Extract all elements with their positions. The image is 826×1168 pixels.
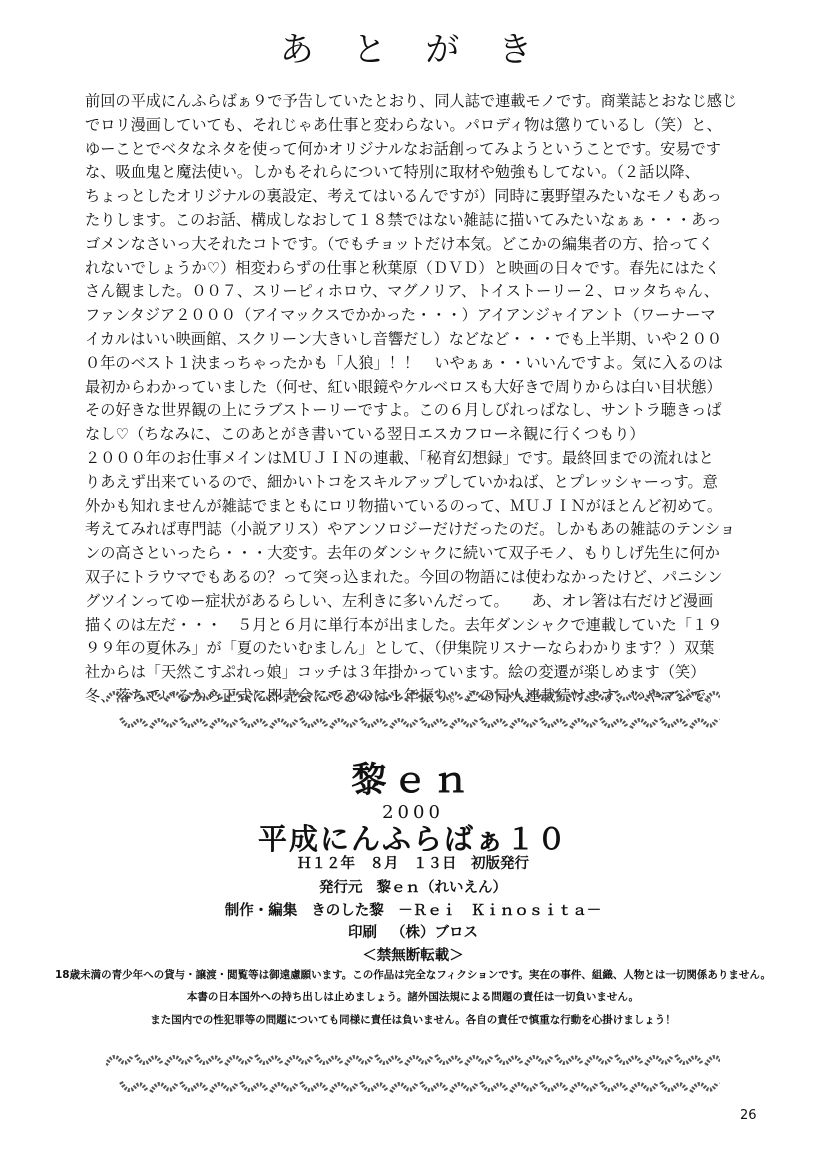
notice-line-2: 本書の日本国外への持ち出しは止めましょう。諸外国法規による問題の責任は一切負いません。 — [186, 991, 640, 1003]
publisher-value: 黎ｅｎ（れいえん） — [376, 880, 507, 896]
ornament-swirl — [121, 718, 147, 727]
ornament-swirl — [316, 691, 342, 700]
credit-row — [0, 899, 826, 920]
ornament-swirl — [496, 691, 522, 700]
body-line: 冬、落ちているから正式に即売会にでるのは１年振り。この同人連載続けます、いやマジで。 — [85, 686, 722, 705]
ornament-swirl — [541, 1082, 567, 1091]
ornament-swirl — [271, 719, 297, 728]
ornament-swirl — [706, 1056, 720, 1065]
page-title: あ と が き — [279, 30, 547, 70]
ornament-swirl — [106, 1056, 132, 1065]
body-line: 考えてみれば専門誌（小説アリス）やアンソロジーだけだったのだ。しかもあの雑誌のテンショ — [85, 520, 736, 539]
body-line: りあえず出来ているので、細かいトコをスキルアップしていかねば、とプレッシャーっす。意 — [85, 472, 718, 491]
body-line: なし♡（ちなみに、このあとがき書いている翌日エスカフローネ観に行くつもり） — [85, 425, 645, 444]
body-line: ０年のベスト１決まっちゃったかも「人狼」！！ いやぁぁ・・いいんですよ。気に入るのは — [85, 353, 723, 372]
body-line: 最初からわかっていました（何せ、紅い眼鏡やケルベロスも大好きで周りからは白い目状態） — [85, 377, 722, 396]
notice-line-3: また国内での性犯罪等の問題についても同様に責任は負いません。各自の責任で慎重な行動を心掛けましょう！ — [150, 1014, 676, 1026]
credit-label: 制作・編集 — [224, 903, 298, 919]
ornament-swirl — [151, 1083, 177, 1092]
printer-value: （株）ブロス — [391, 925, 478, 941]
body-line: ２０００年のお仕事メインはＭＵＪＩＮの連載、「秘育幻想録」です。最終回までの流れはと — [85, 448, 714, 467]
ornament-swirl — [466, 692, 492, 701]
ornament-pattern — [106, 1050, 720, 1070]
ornament-swirl — [631, 1083, 657, 1092]
body-line: グツインってゆー症状があるらしい、左利きに多いんだって。 あ、オレ箸は右だけど漫画 — [85, 591, 714, 610]
publication-date: Ｈ１２年 ８月 １３日 初版発行 — [297, 856, 529, 872]
ornament-swirl — [256, 691, 282, 700]
decorative-border-bottom-2 — [106, 1077, 720, 1097]
ornament-swirl — [586, 692, 612, 701]
ornament-swirl — [676, 691, 702, 700]
ornament-pattern — [106, 1077, 720, 1097]
credit-value: きのした黎 －Ｒｅｉ Ｋｉｎｏｓｉｔａ－ — [311, 903, 602, 919]
ornament-swirl — [271, 1083, 297, 1092]
body-line: 社からは「天然こすぷれっ娘」コッチは３年掛かっています。絵の変遷が楽しめます（笑） — [85, 663, 706, 682]
body-line: たりします。このお話、構成しなおして１８禁ではない雑誌に描いてみたいなぁぁ・・・あっ — [85, 210, 722, 229]
ornament-swirl — [556, 691, 582, 700]
ornament-swirl — [226, 692, 252, 701]
ornament-swirl — [511, 1083, 537, 1092]
ornament-swirl — [406, 692, 432, 701]
ornament-swirl — [436, 1055, 462, 1064]
ornament-swirl — [466, 1056, 492, 1065]
body-line: ンの高さといったら・・・大変す。去年のダンシャクに続いて双子モノ、もりしげ先生に何か — [85, 544, 720, 563]
printer-label: 印刷 — [348, 925, 377, 941]
body-line: でロリ漫画していても、それじゃあ仕事と変わらない。パロディ物は懲りているし（笑）と、 — [85, 115, 722, 134]
ornament-swirl — [391, 1083, 417, 1092]
ornament-swirl — [136, 1055, 162, 1064]
ornament-swirl — [601, 1082, 627, 1091]
ornament-swirl — [241, 718, 267, 727]
afterword-body — [85, 90, 755, 709]
ornament-swirl — [571, 719, 597, 728]
ornament-swirl — [631, 719, 657, 728]
ornament-swirl — [331, 1083, 357, 1092]
ornament-swirl — [286, 692, 312, 701]
ornament-swirl — [391, 719, 417, 728]
ornament-swirl — [286, 1056, 312, 1065]
ornament-swirl — [136, 691, 162, 700]
body-line: ファンタジア２０００（アイマックスでかかった・・・）アイアンジャイアント（ワーナーマ — [85, 306, 716, 325]
ornament-swirl — [316, 1055, 342, 1064]
ornament-swirl — [526, 692, 552, 701]
ornament-swirl — [376, 691, 402, 700]
year-label: 2000 — [382, 802, 444, 823]
ornament-pattern — [106, 713, 720, 733]
ornament-swirl — [121, 1082, 147, 1091]
ornament-swirl — [166, 692, 192, 701]
ornament-swirl — [301, 718, 327, 727]
ornament-swirl — [616, 1055, 642, 1064]
body-line: さん観ました。００７、スリーピィホロウ、マグノリア、トイストーリー２、ロッタちゃん、 — [85, 282, 719, 301]
publisher-row — [0, 876, 826, 897]
ornament-swirl — [256, 1055, 282, 1064]
ornament-swirl — [421, 1082, 447, 1091]
body-line: ちょっとしたオリジナルの裏設定、考えてはいるんですが）同時に裏野望みたいなモノもあっ — [85, 187, 722, 206]
ornament-swirl — [661, 718, 687, 727]
ornament-swirl — [691, 1083, 717, 1092]
ornament-swirl — [601, 718, 627, 727]
ornament-swirl — [331, 719, 357, 728]
body-line: ９９年の夏休み」が「夏のたいむましん」として、（伊集院リスナーならわかります？）双葉 — [85, 639, 715, 658]
book-title: 平成にんふらばぁ１０ — [257, 822, 568, 856]
decorative-border-top-1 — [106, 686, 720, 706]
body-line: 外かも知れませんが雑誌でまともにロリ物描いているのって、ＭＵＪＩＮがほとんど初めて。 — [85, 496, 723, 515]
ornament-swirl — [661, 1082, 687, 1091]
ornament-swirl — [406, 1056, 432, 1065]
ornament-swirl — [106, 692, 132, 701]
circle-name: 黎ｅｎ — [351, 760, 475, 801]
body-line: 描くのは左だ・・・ ５月と６月に単行本が出ました。去年ダンシャクで連載していた「１９ — [85, 615, 723, 634]
ornament-swirl — [181, 718, 207, 727]
ornament-swirl — [451, 719, 477, 728]
ornament-swirl — [361, 1082, 387, 1091]
body-line: な、吸血鬼と魔法使い。しかもそれらについて特別に取材や勉強もしてない。（２話以降、 — [85, 163, 700, 182]
ornament-swirl — [676, 1055, 702, 1064]
ornament-swirl — [196, 691, 222, 700]
body-line: その好きな世界観の上にラブストーリーですよ。この６月しびれっぱなし、サントラ聴きっぱ — [85, 401, 722, 420]
ornament-swirl — [511, 719, 537, 728]
ornament-swirl — [226, 1056, 252, 1065]
body-line: ゴメンなさいっ大それたコトです。（でもチョットだけ本気。どこかの編集者の方、拾ってく — [85, 234, 714, 253]
ornament-swirl — [481, 718, 507, 727]
ornament-swirl — [421, 718, 447, 727]
body-line: れないでしょうか♡）相変わらずの仕事と秋葉原（ＤＶＤ）と映画の日々です。春先にはたく — [85, 258, 721, 277]
ornament-swirl — [691, 719, 717, 728]
ornament-swirl — [556, 1055, 582, 1064]
ornament-swirl — [706, 692, 720, 701]
ornament-pattern — [106, 686, 720, 706]
printer-row — [0, 921, 826, 942]
ornament-swirl — [541, 718, 567, 727]
reprint-forbidden: ＜禁無断転載＞ — [362, 948, 464, 964]
ornament-swirl — [646, 692, 672, 701]
ornament-swirl — [196, 1055, 222, 1064]
ornament-swirl — [166, 1056, 192, 1065]
ornament-swirl — [436, 691, 462, 700]
ornament-swirl — [346, 1056, 372, 1065]
page-number: 26 — [740, 1108, 757, 1123]
body-line: 双子にトラウマでもあるの？って突っ込まれた。今回の物語には使わなかったけど、パニシン — [85, 567, 723, 586]
ornament-swirl — [181, 1082, 207, 1091]
body-line: イカルはいい映画館、スクリーン大きいし音響だし）などなど・・・でも上半期、いや２００ — [85, 329, 723, 348]
decorative-border-top-2 — [106, 713, 720, 733]
decorative-border-bottom-1 — [106, 1050, 720, 1070]
ornament-swirl — [241, 1082, 267, 1091]
ornament-swirl — [211, 719, 237, 728]
notice-line-1: 18歳未満の青少年への貸与・譲渡・閲覧等は御遠慮願います。この作品は完全なフィクションです。実在の事件、組織、人物とは一切関係ありません。 — [54, 969, 771, 981]
ornament-swirl — [211, 1083, 237, 1092]
body-line: 前回の平成にんふらばぁ９で予告していたとおり、同人誌で連載モノです。商業誌とおなじ感じ — [85, 92, 738, 110]
ornament-swirl — [346, 692, 372, 701]
ornament-swirl — [361, 718, 387, 727]
ornament-swirl — [646, 1056, 672, 1065]
ornament-swirl — [451, 1083, 477, 1092]
ornament-swirl — [586, 1056, 612, 1065]
ornament-swirl — [481, 1082, 507, 1091]
ornament-swirl — [301, 1082, 327, 1091]
ornament-swirl — [496, 1055, 522, 1064]
body-line: ゆーことでベタなネタを使って何かオリジナルなお話創ってみようということです。安易です — [85, 139, 721, 158]
publisher-label: 発行元 — [319, 880, 363, 896]
ornament-swirl — [376, 1055, 402, 1064]
ornament-swirl — [571, 1083, 597, 1092]
ornament-swirl — [616, 691, 642, 700]
ornament-swirl — [151, 719, 177, 728]
ornament-swirl — [526, 1056, 552, 1065]
